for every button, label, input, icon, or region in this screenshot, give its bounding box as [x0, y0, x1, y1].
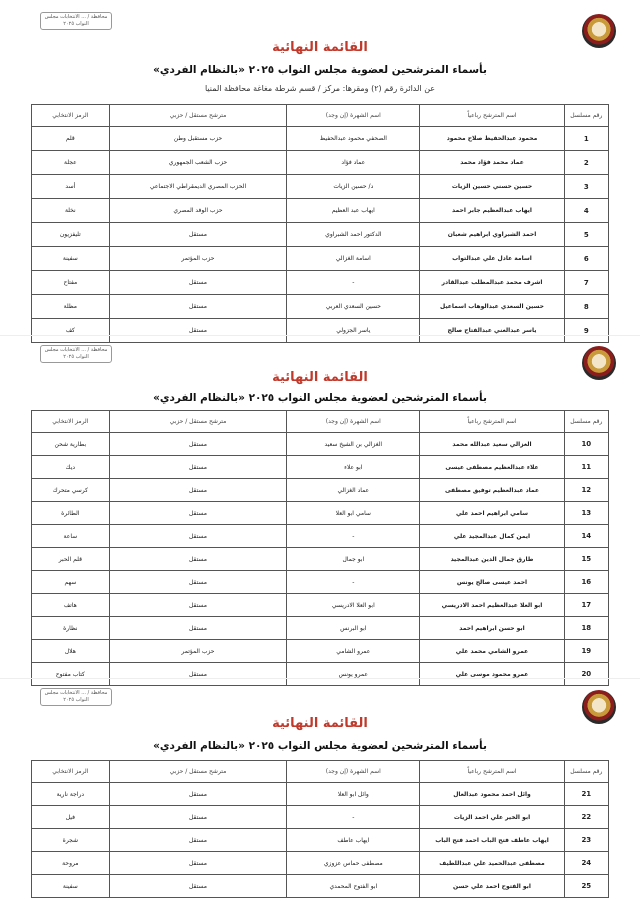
cell-nickname: وائل ابو العلا: [287, 783, 420, 806]
cell-affiliation: مستقل: [109, 875, 287, 898]
cell-name: مصطفى عبدالحميد علي عبداللطيف: [420, 852, 564, 875]
cell-nickname: حسين السعدي العربي: [287, 295, 420, 319]
cell-nickname: ابو الفتوح المحمدي: [287, 875, 420, 898]
table-row: [32, 247, 609, 271]
cell-symbol: مروحة: [32, 852, 110, 875]
cell-serial: 19: [564, 640, 608, 663]
cell-serial: 18: [564, 617, 608, 640]
cell-serial: 23: [564, 829, 608, 852]
cell-affiliation: مستقل: [109, 617, 287, 640]
cell-name: الغزالي سعيد عبدالله محمد: [420, 433, 564, 456]
cell-nickname: -: [287, 271, 420, 295]
table-row: [32, 223, 609, 247]
cell-nickname: -: [287, 806, 420, 829]
candidate-table-3: [31, 760, 609, 898]
cell-affiliation: مستقل: [109, 548, 287, 571]
cell-affiliation: مستقل: [109, 663, 287, 686]
cell-serial: 2: [564, 151, 608, 175]
cell-affiliation: مستقل: [109, 223, 287, 247]
page-1-title: القائمة النهائية: [272, 40, 368, 55]
cell-name: طارق جمال الدين عبدالمجيد: [420, 548, 564, 571]
table-row: [32, 640, 609, 663]
header-affiliation: مترشح مستقل / حزبي: [109, 411, 287, 433]
page-2-stamp: محافظة / ... الانتخابات مجلس النواب ٢٠٢٥: [40, 345, 112, 363]
cell-serial: 9: [564, 319, 608, 343]
table-row: [32, 663, 609, 686]
cell-serial: 10: [564, 433, 608, 456]
cell-affiliation: مستقل: [109, 571, 287, 594]
page-3-stamp: محافظة / ... الانتخابات مجلس النواب ٢٠٢٥: [40, 688, 112, 706]
cell-serial: 22: [564, 806, 608, 829]
header-nickname: اسم الشهرة (إن وجد): [287, 411, 420, 433]
cell-nickname: عماد فؤاد: [287, 151, 420, 175]
cell-affiliation: مستقل: [109, 783, 287, 806]
cell-symbol: كتاب مفتوح: [32, 663, 110, 686]
cell-symbol: مظلة: [32, 295, 110, 319]
table-row: [32, 319, 609, 343]
page-1-stamp: محافظة / ... الانتخابات مجلس النواب ٢٠٢٥: [40, 12, 112, 30]
cell-serial: 5: [564, 223, 608, 247]
cell-affiliation: مستقل: [109, 806, 287, 829]
cell-nickname: ابو العلا الادريسي: [287, 594, 420, 617]
cell-name: احمد الشبراوي ابراهيم شعبان: [420, 223, 564, 247]
cell-nickname: عمرو يونس: [287, 663, 420, 686]
cell-affiliation: مستقل: [109, 525, 287, 548]
table-row: [32, 433, 609, 456]
candidate-table-1: [31, 104, 609, 343]
cell-symbol: شجرة: [32, 829, 110, 852]
cell-name: محمود عبدالحفيظ صلاح محمود: [420, 127, 564, 151]
table-row: [32, 594, 609, 617]
cell-serial: 15: [564, 548, 608, 571]
table-row: [32, 127, 609, 151]
cell-nickname: سامي ابو العلا: [287, 502, 420, 525]
cell-serial: 25: [564, 875, 608, 898]
page-divider: [0, 335, 640, 336]
cell-symbol: بطارية شحن: [32, 433, 110, 456]
cell-name: عمرو الشامي محمد علي: [420, 640, 564, 663]
cell-symbol: نخلة: [32, 199, 110, 223]
cell-name: ابو الفتوح احمد علي حسن: [420, 875, 564, 898]
cell-symbol: سفينة: [32, 247, 110, 271]
header-symbol: الرمز الانتخابي: [32, 761, 110, 783]
cell-name: عمرو محمود موسى علي: [420, 663, 564, 686]
cell-affiliation: حزب مستقبل وطن: [109, 127, 287, 151]
page-1-subtitle: بأسماء المترشحين لعضوية مجلس النواب ٢٠٢٥ «بالنظام الفردي»: [153, 64, 487, 76]
cell-name: سامي ابراهيم احمد علي: [420, 502, 564, 525]
cell-symbol: سفينة: [32, 875, 110, 898]
cell-name: ابو العلا عبدالعظيم احمد الادريسي: [420, 594, 564, 617]
cell-nickname: مصطفى حماس عزوزي: [287, 852, 420, 875]
cell-affiliation: مستقل: [109, 852, 287, 875]
page-3-title: القائمة النهائية: [272, 716, 368, 731]
cell-serial: 6: [564, 247, 608, 271]
cell-nickname: -: [287, 571, 420, 594]
cell-symbol: فيل: [32, 806, 110, 829]
cell-symbol: الطائرة: [32, 502, 110, 525]
table-row: [32, 548, 609, 571]
cell-serial: 14: [564, 525, 608, 548]
cell-name: ابو الخير علي احمد الزيات: [420, 806, 564, 829]
cell-nickname: ابو البرنس: [287, 617, 420, 640]
cell-serial: 17: [564, 594, 608, 617]
cell-symbol: كرسي متحرك: [32, 479, 110, 502]
cell-name: ايمن كمال عبدالمجيد علي: [420, 525, 564, 548]
header-serial: رقم مسلسل: [564, 761, 608, 783]
table-row: [32, 525, 609, 548]
cell-symbol: أسد: [32, 175, 110, 199]
cell-name: حسين حسني حسين الزيات: [420, 175, 564, 199]
cell-serial: 20: [564, 663, 608, 686]
header-nickname: اسم الشهرة (إن وجد): [287, 761, 420, 783]
cell-affiliation: مستقل: [109, 502, 287, 525]
cell-symbol: سهم: [32, 571, 110, 594]
cell-affiliation: مستقل: [109, 271, 287, 295]
cell-symbol: عجلة: [32, 151, 110, 175]
cell-affiliation: حزب الشعب الجمهوري: [109, 151, 287, 175]
cell-name: ياسر عبدالغني عبدالفتاح صالح: [420, 319, 564, 343]
cell-nickname: د/ حسين الزيات: [287, 175, 420, 199]
cell-serial: 3: [564, 175, 608, 199]
cell-nickname: ياسر الجزولي: [287, 319, 420, 343]
cell-name: عماد محمد فؤاد محمد: [420, 151, 564, 175]
cell-name: اسامة عادل علي عبدالتواب: [420, 247, 564, 271]
table-row: [32, 571, 609, 594]
page-2-subtitle: بأسماء المترشحين لعضوية مجلس النواب ٢٠٢٥ «بالنظام الفردي»: [153, 392, 487, 404]
cell-nickname: الغزالي بن الشيخ سعيد: [287, 433, 420, 456]
cell-nickname: اسامة الغزالي: [287, 247, 420, 271]
cell-symbol: هلال: [32, 640, 110, 663]
header-symbol: الرمز الانتخابي: [32, 105, 110, 127]
table-row: [32, 617, 609, 640]
table-row: [32, 271, 609, 295]
cell-affiliation: مستقل: [109, 456, 287, 479]
cell-symbol: تليفزيون: [32, 223, 110, 247]
header-name: اسم المترشح رباعياً: [420, 761, 564, 783]
cell-name: اشرف محمد عبدالمطلب عبدالقادر: [420, 271, 564, 295]
cell-symbol: ديك: [32, 456, 110, 479]
header-nickname: اسم الشهرة (إن وجد): [287, 105, 420, 127]
cell-symbol: ساعة: [32, 525, 110, 548]
table-row: [32, 479, 609, 502]
cell-affiliation: مستقل: [109, 295, 287, 319]
cell-name: عماد عبدالعظيم توفيق مصطفى: [420, 479, 564, 502]
table-row: [32, 852, 609, 875]
page-1-subline: عن الدائرة رقم (٢) ومقرها: مركز / قسم شرطة مغاغة محافظة المنيا: [204, 84, 436, 93]
cell-serial: 8: [564, 295, 608, 319]
cell-symbol: هاتف: [32, 594, 110, 617]
cell-affiliation: مستقل: [109, 479, 287, 502]
cell-affiliation: مستقل: [109, 829, 287, 852]
cell-serial: 16: [564, 571, 608, 594]
cell-serial: 1: [564, 127, 608, 151]
cell-serial: 7: [564, 271, 608, 295]
cell-serial: 11: [564, 456, 608, 479]
cell-affiliation: الحزب المصري الديمقراطي الاجتماعي: [109, 175, 287, 199]
cell-serial: 13: [564, 502, 608, 525]
cell-symbol: كف: [32, 319, 110, 343]
cell-affiliation: مستقل: [109, 594, 287, 617]
cell-nickname: الصحفي محمود عبدالحفيظ: [287, 127, 420, 151]
table-row: [32, 151, 609, 175]
cell-name: علاء عبدالعظيم مصطفى عيسى: [420, 456, 564, 479]
header-serial: رقم مسلسل: [564, 411, 608, 433]
cell-name: ابو حسن ابراهيم احمد: [420, 617, 564, 640]
cell-nickname: ايهاب عاطف: [287, 829, 420, 852]
header-affiliation: مترشح مستقل / حزبي: [109, 105, 287, 127]
cell-serial: 21: [564, 783, 608, 806]
cell-symbol: قلم الحبر: [32, 548, 110, 571]
cell-serial: 12: [564, 479, 608, 502]
table-row: [32, 456, 609, 479]
cell-serial: 4: [564, 199, 608, 223]
cell-nickname: عمرو الشامي: [287, 640, 420, 663]
page-2-title: القائمة النهائية: [272, 370, 368, 385]
cell-nickname: ابو علاء: [287, 456, 420, 479]
cell-affiliation: مستقل: [109, 433, 287, 456]
cell-affiliation: حزب الوفد المصري: [109, 199, 287, 223]
cell-symbol: نظارة: [32, 617, 110, 640]
header-affiliation: مترشح مستقل / حزبي: [109, 761, 287, 783]
table-row: [32, 806, 609, 829]
cell-symbol: دراجة نارية: [32, 783, 110, 806]
header-name: اسم المترشح رباعياً: [420, 105, 564, 127]
cell-name: حسين السعدي عبدالوهاب اسماعيل: [420, 295, 564, 319]
cell-affiliation: حزب المؤتمر: [109, 247, 287, 271]
table-row: [32, 875, 609, 898]
table-row: [32, 829, 609, 852]
page-divider: [0, 678, 640, 679]
cell-nickname: عماد الغزالي: [287, 479, 420, 502]
cell-nickname: -: [287, 525, 420, 548]
cell-nickname: ايهاب عبد العظيم: [287, 199, 420, 223]
cell-affiliation: مستقل: [109, 319, 287, 343]
cell-affiliation: حزب المؤتمر: [109, 640, 287, 663]
table-row: [32, 295, 609, 319]
header-name: اسم المترشح رباعياً: [420, 411, 564, 433]
cell-serial: 24: [564, 852, 608, 875]
cell-symbol: مفتاح: [32, 271, 110, 295]
cell-nickname: الدكتور احمد الشبراوي: [287, 223, 420, 247]
cell-name: احمد عيسى صالح يونس: [420, 571, 564, 594]
table-row: [32, 175, 609, 199]
cell-name: ايهاب عبدالعظيم جابر احمد: [420, 199, 564, 223]
header-serial: رقم مسلسل: [564, 105, 608, 127]
cell-name: وائل احمد محمود عبدالعال: [420, 783, 564, 806]
table-row: [32, 199, 609, 223]
cell-name: ايهاب عاطف فتح الباب احمد فتح الباب: [420, 829, 564, 852]
header-symbol: الرمز الانتخابي: [32, 411, 110, 433]
table-row: [32, 783, 609, 806]
cell-nickname: ابو جمال: [287, 548, 420, 571]
candidate-table-2: [31, 410, 609, 686]
table-row: [32, 502, 609, 525]
page-3-subtitle: بأسماء المترشحين لعضوية مجلس النواب ٢٠٢٥ «بالنظام الفردي»: [153, 740, 487, 752]
cell-symbol: قلم: [32, 127, 110, 151]
